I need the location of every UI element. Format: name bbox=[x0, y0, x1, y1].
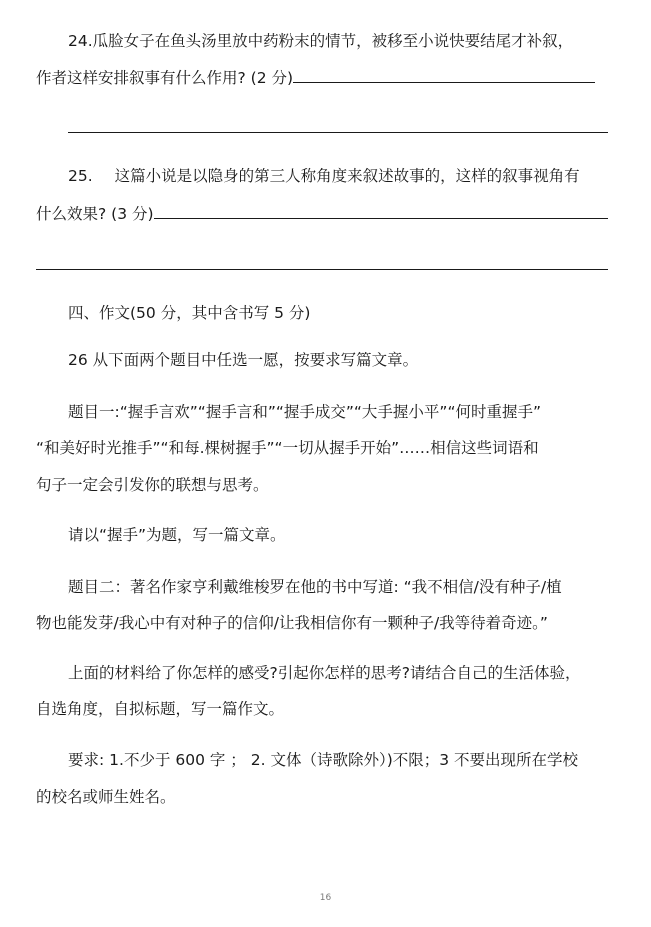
material-line-2: 自选角度，自拟标题，写一篇作文。 bbox=[36, 700, 285, 718]
q25-line-1 bbox=[68, 165, 580, 187]
q25-line-2 bbox=[36, 202, 608, 225]
topic2-line-1: 题目二：著名作家亨利戴维梭罗在他的书中写道: “我不相信/没有种子/植 bbox=[68, 578, 562, 596]
topic1-line-3: 句子一定会引发你的联想与思考。 bbox=[36, 476, 269, 494]
q25-answer-blank-2[interactable] bbox=[36, 269, 608, 270]
topic2-line-2: 物也能发芽/我心中有对种子的信仰/让我相信你有一颗种子/我等待着奇迹。” bbox=[36, 614, 548, 632]
q24-line-2 bbox=[36, 66, 595, 89]
q24-line-2-text: 作者这样安排叙事有什么作用? (2 分) bbox=[36, 69, 294, 87]
q24-line-1: 24.瓜脸女子在鱼头汤里放中药粉末的情节，被移至小说快要结尾才补叙， bbox=[68, 32, 574, 50]
q24-answer-blank-2[interactable] bbox=[68, 132, 608, 133]
requirement-line-1: 要求: 1.不少于 600 字 ； 2. 文体（诗歌除外）)不限；3 不要出现所在学校 bbox=[68, 751, 579, 769]
q25-answer-blank-1[interactable] bbox=[154, 202, 608, 219]
q24-answer-blank-1[interactable] bbox=[293, 66, 595, 83]
topic1-line-2: “和美好时光推手”“和每.棵树握手”“一切从握手开始”……相信这些词语和 bbox=[36, 439, 539, 457]
topic1-line-1: 题目一:“握手言欢”“握手言和”“握手成交”“大手握小平”“何时重握手” bbox=[68, 403, 542, 421]
page-number: 16 bbox=[319, 893, 332, 903]
q26-instruction: 26 从下面两个题目中任选一愿，按要求写篇文章。 bbox=[68, 351, 419, 369]
requirement-line-2: 的校名或师生姓名。 bbox=[36, 788, 176, 806]
material-line-1: 上面的材料给了你怎样的感受?引起你怎样的思考?请结合自己的生活体验， bbox=[68, 664, 581, 682]
q25-number: 25. bbox=[68, 167, 93, 185]
q25-line-2-text: 什么效果? (3 分) bbox=[36, 205, 154, 223]
section-4-heading: 四、作文(50 分，其中含书写 5 分) bbox=[68, 304, 311, 322]
topic1-title-requirement: 请以“握手”为题，写一篇文章。 bbox=[68, 526, 286, 544]
q25-line-1-text: 这篇小说是以隐身的第三人称角度来叙述故事的，这样的叙事视角有 bbox=[114, 167, 580, 185]
